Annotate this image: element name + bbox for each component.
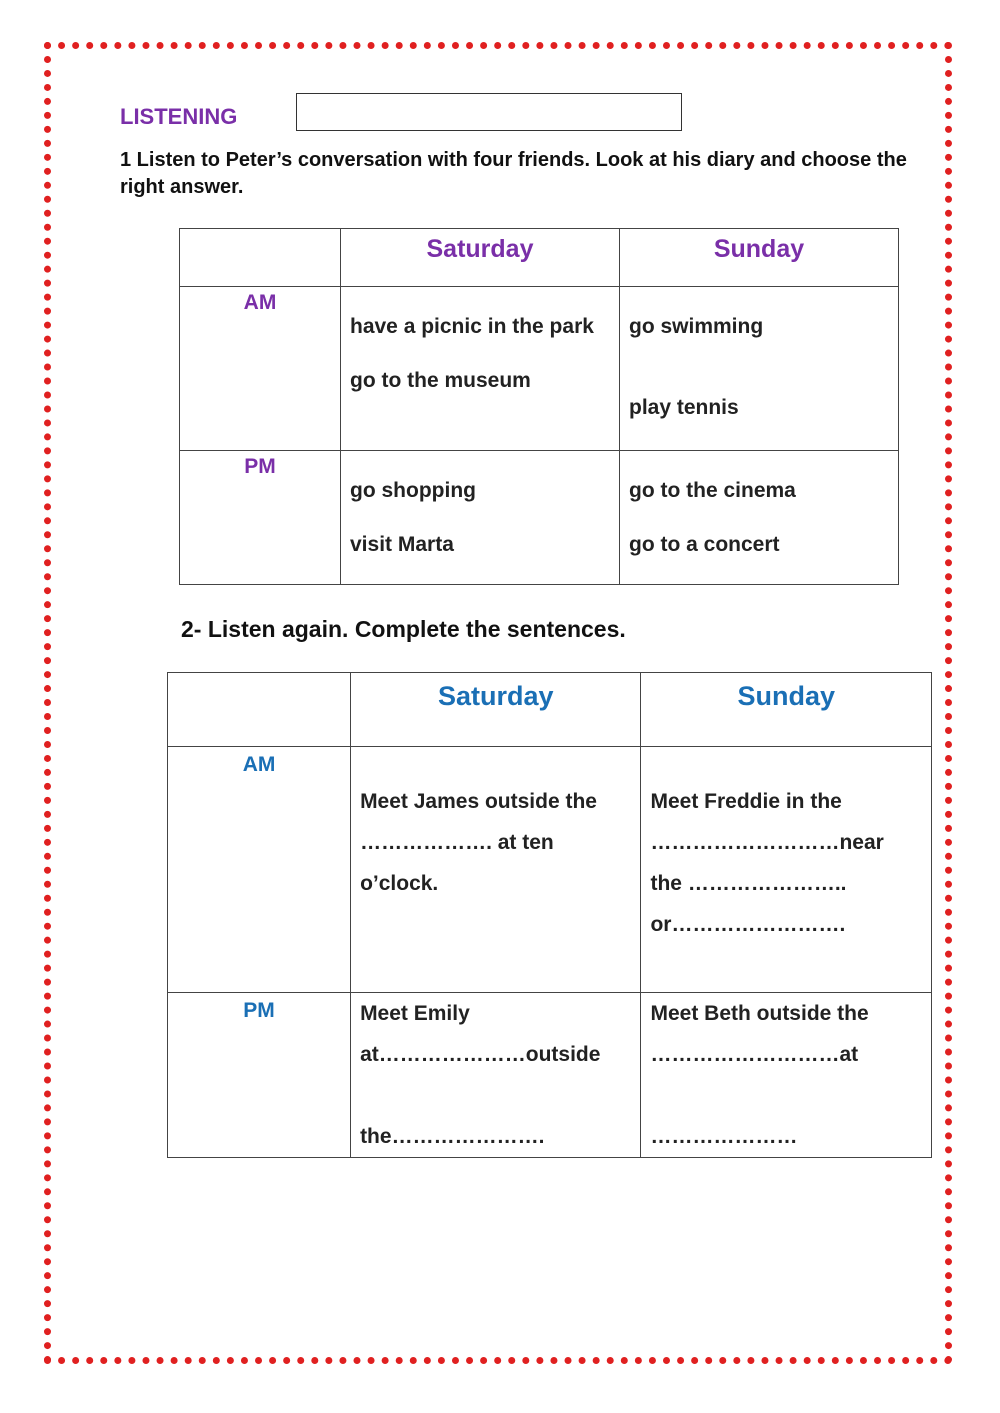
sentence-line: ………………. at ten [360, 831, 554, 854]
empty-header-cell [180, 229, 341, 287]
option-text[interactable]: go shopping [350, 479, 476, 502]
sentence-line: ………………………at [650, 1043, 859, 1066]
exercise2-instruction: 2- Listen again. Complete the sentences. [181, 616, 626, 642]
option-text[interactable]: go to the cinema [629, 479, 796, 502]
sunday-header: Sunday [620, 229, 899, 287]
am-sunday-cell[interactable] [641, 747, 932, 993]
saturday-header: Saturday [351, 673, 641, 747]
sentence-line: the ………………….. [650, 872, 847, 895]
pm-label: PM [180, 451, 341, 585]
sentence-line: ………………… [650, 1125, 798, 1148]
empty-header-cell [168, 673, 351, 747]
option-text[interactable]: go to a concert [629, 533, 780, 556]
option-text[interactable]: go swimming [629, 315, 764, 338]
exercise2-sentence-table [167, 672, 932, 1158]
page-title: LISTENING [120, 104, 238, 129]
am-label: AM [180, 287, 341, 451]
pm-saturday-cell[interactable] [351, 993, 641, 1158]
sunday-header: Sunday [641, 673, 932, 747]
option-text[interactable]: play tennis [629, 396, 739, 419]
option-text[interactable]: have a picnic in the park [350, 315, 594, 338]
pm-sunday-cell [620, 451, 899, 585]
saturday-header: Saturday [341, 229, 620, 287]
am-label: AM [168, 747, 351, 993]
am-saturday-cell [341, 287, 620, 451]
sentence-line: Meet Emily [360, 1002, 470, 1025]
am-sunday-cell [620, 287, 899, 451]
exercise1-diary-table [179, 228, 899, 585]
pm-saturday-cell [341, 451, 620, 585]
sentence-line: Meet Freddie in the [650, 790, 842, 813]
name-answer-box[interactable] [296, 93, 682, 131]
sentence-line: ………………………near [650, 831, 884, 854]
sentence-line: o’clock. [360, 872, 439, 895]
am-saturday-cell[interactable] [351, 747, 641, 993]
sentence-line: or……………………. [650, 913, 846, 936]
sentence-line: the…………………. [360, 1125, 545, 1148]
exercise1-instruction: 1 Listen to Peter’s conversation with four friends. Look at his diary and choose the right answer. [120, 149, 907, 198]
sentence-line [650, 1075, 925, 1116]
pm-label: PM [168, 993, 351, 1158]
sentence-line: Meet Beth outside the [650, 1002, 869, 1025]
pm-sunday-cell[interactable] [641, 993, 932, 1158]
sentence-line: at…………………outside [360, 1043, 601, 1066]
option-text[interactable]: go to the museum [350, 369, 531, 392]
sentence-line [360, 1075, 634, 1116]
option-text[interactable]: visit Marta [350, 533, 454, 556]
sentence-line: Meet James outside the [360, 790, 597, 813]
